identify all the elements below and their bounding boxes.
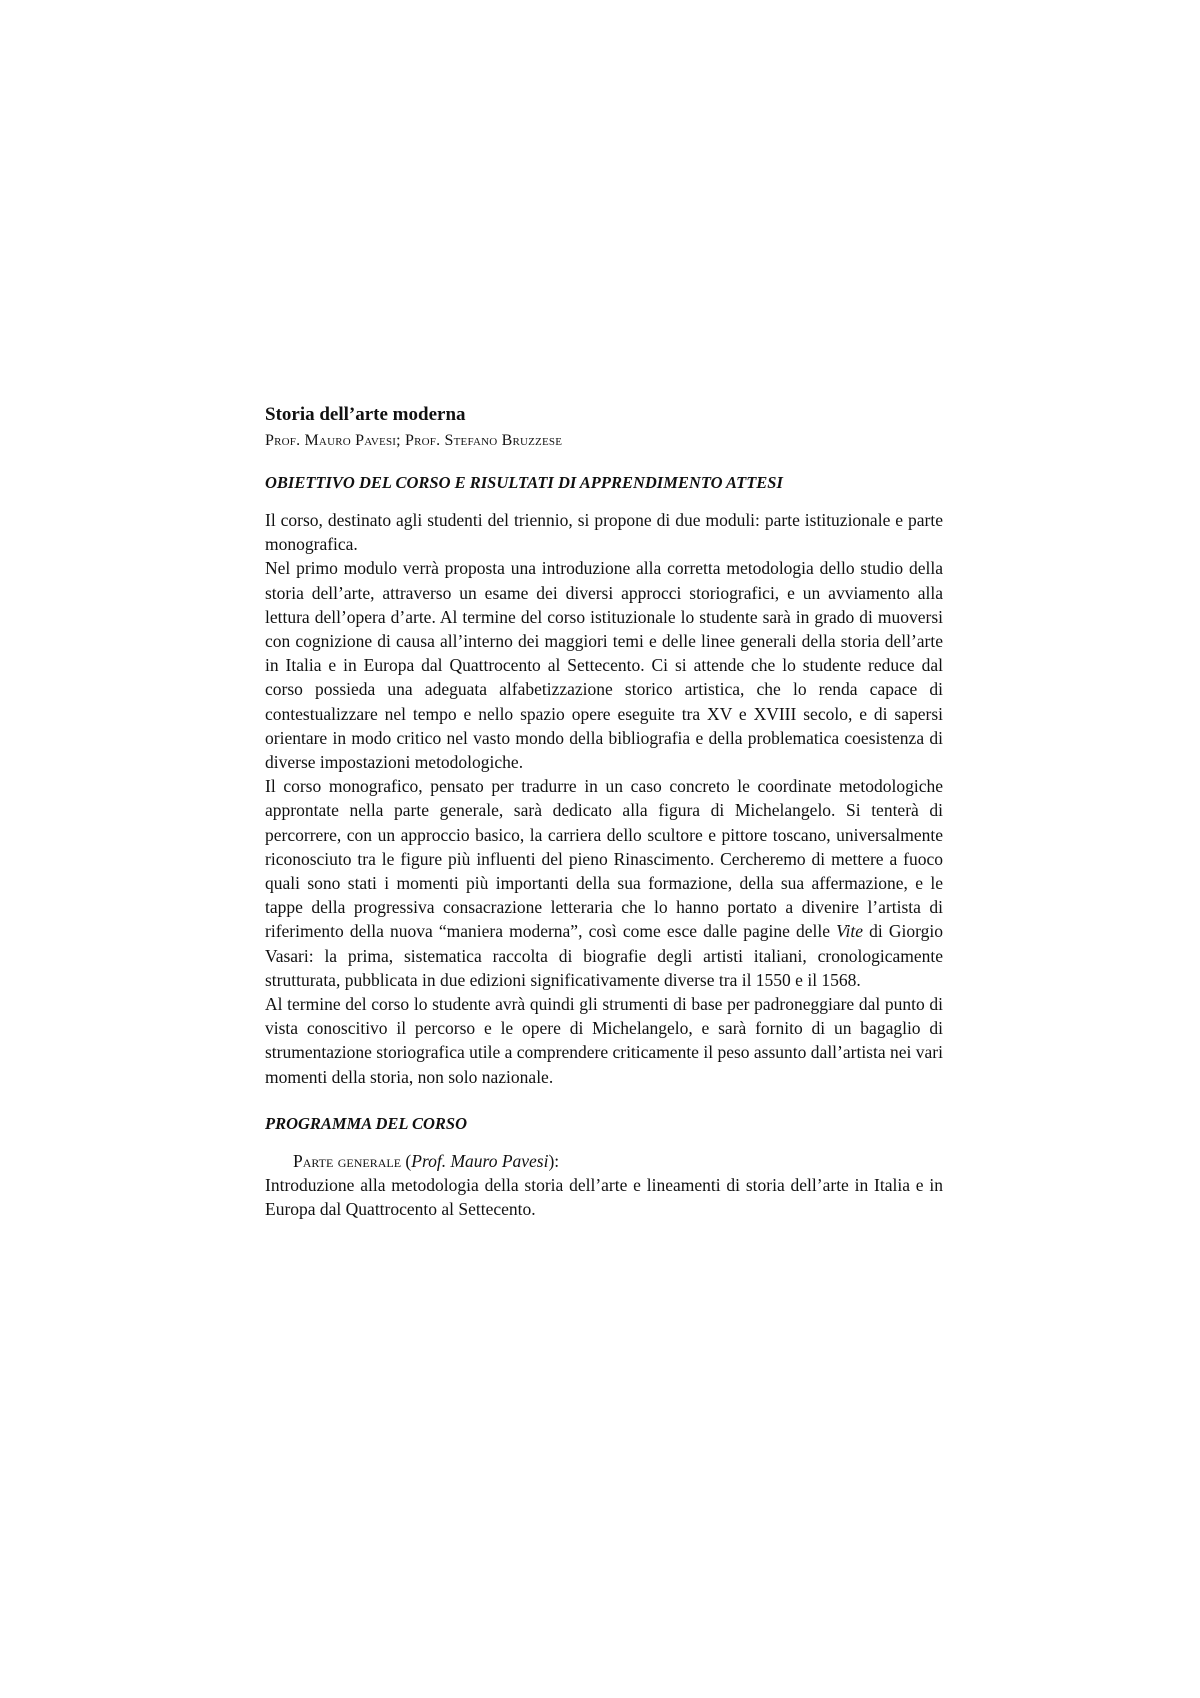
program-part-open: ( bbox=[405, 1150, 412, 1171]
objectives-paragraph-3-text: Il corso monografico, pensato per tradurre in un caso concreto le coordinate metodologiche approntate nella parte generale, sarà dedicato alla figura di Michelangelo. Si tenterà di percorrere, con un approccio basico, la carriera dello scultore e pittore toscano, universalmente riconosciuto tra le figure più influenti del pieno Rinascimento. Cercheremo di mettere a fuoco quali sono stati i momenti più importanti della sua formazione, della sua affermazione, e le tappe della progressiva consacrazione letteraria che lo hanno portato a divenire l’artista di riferimento della nuova “maniera moderna”, così come esce dalle pagine delle bbox=[265, 776, 943, 942]
program-heading: PROGRAMMA DEL CORSO bbox=[265, 1113, 468, 1133]
objectives-paragraph-4: Al termine del corso lo studente avrà quindi gli strumenti di base per padroneggiare dal punto di vista conoscitivo il percorso e le opere di Michelangelo, e sarà fornito di un bagaglio di strumentazione storiografica utile a comprendere criticamente il peso assunto dall’artista nei vari momenti della storia, non solo nazionale. bbox=[265, 994, 943, 1087]
objectives-heading: OBIETTIVO DEL CORSO E RISULTATI DI APPRENDIMENTO ATTESI bbox=[265, 473, 783, 492]
course-authors-text: Prof. Mauro Pavesi; Prof. Stefano Bruzzese bbox=[265, 432, 563, 449]
course-authors bbox=[265, 430, 943, 452]
objectives-body bbox=[265, 508, 943, 1089]
program-part-text: Introduzione alla metodologia della storia dell’arte e lineamenti di storia dell’arte in Italia e in Europa dal Quattrocento al Settecento. bbox=[265, 1175, 943, 1220]
program-part-name: Parte generale bbox=[293, 1150, 402, 1171]
document-page bbox=[265, 402, 943, 1221]
vite-title: Vite bbox=[836, 921, 864, 942]
program-part-label bbox=[293, 1149, 943, 1173]
objectives-paragraph-3 bbox=[265, 774, 943, 992]
program-part-teacher: Prof. Mauro Pavesi bbox=[411, 1150, 549, 1171]
program-part-close: ): bbox=[548, 1150, 560, 1171]
objectives-paragraph-1: Il corso, destinato agli studenti del triennio, si propone di due moduli: parte istituzionale e parte monografica. bbox=[265, 510, 943, 555]
objectives-paragraph-2: Nel primo modulo verrà proposta una introduzione alla corretta metodologia dello studio della storia dell’arte, attraverso un esame dei diversi approcci storiografici, e un avviamento alla lettura dell’opera d’arte. Al termine del corso istituzionale lo studente sarà in grado di muoversi con cognizione di causa all’interno dei maggiori temi e delle linee generali della storia dell’arte in Italia e in Europa dal Quattrocento al Settecento. Ci si attende che lo studente reduce dal corso possieda una adeguata alfabetizzazione storico artistica, che lo renda capace di contestualizzare nel tempo e nello spazio opere eseguite tra XV e XVIII secolo, e di sapersi orientare in modo critico nel vasto mondo della bibliografia e della problematica coesistenza di diverse impostazioni metodologiche. bbox=[265, 558, 943, 773]
course-title: Storia dell’arte moderna bbox=[265, 404, 466, 425]
objectives-paragraph-3-continuation: di Giorgio Vasari: la prima, sistematica raccolta di biografie degli artisti italiani, cronologicamente strutturata, pubblicata in due edizioni significativamente diverse tra il 1550 e il 1568. bbox=[265, 921, 944, 990]
